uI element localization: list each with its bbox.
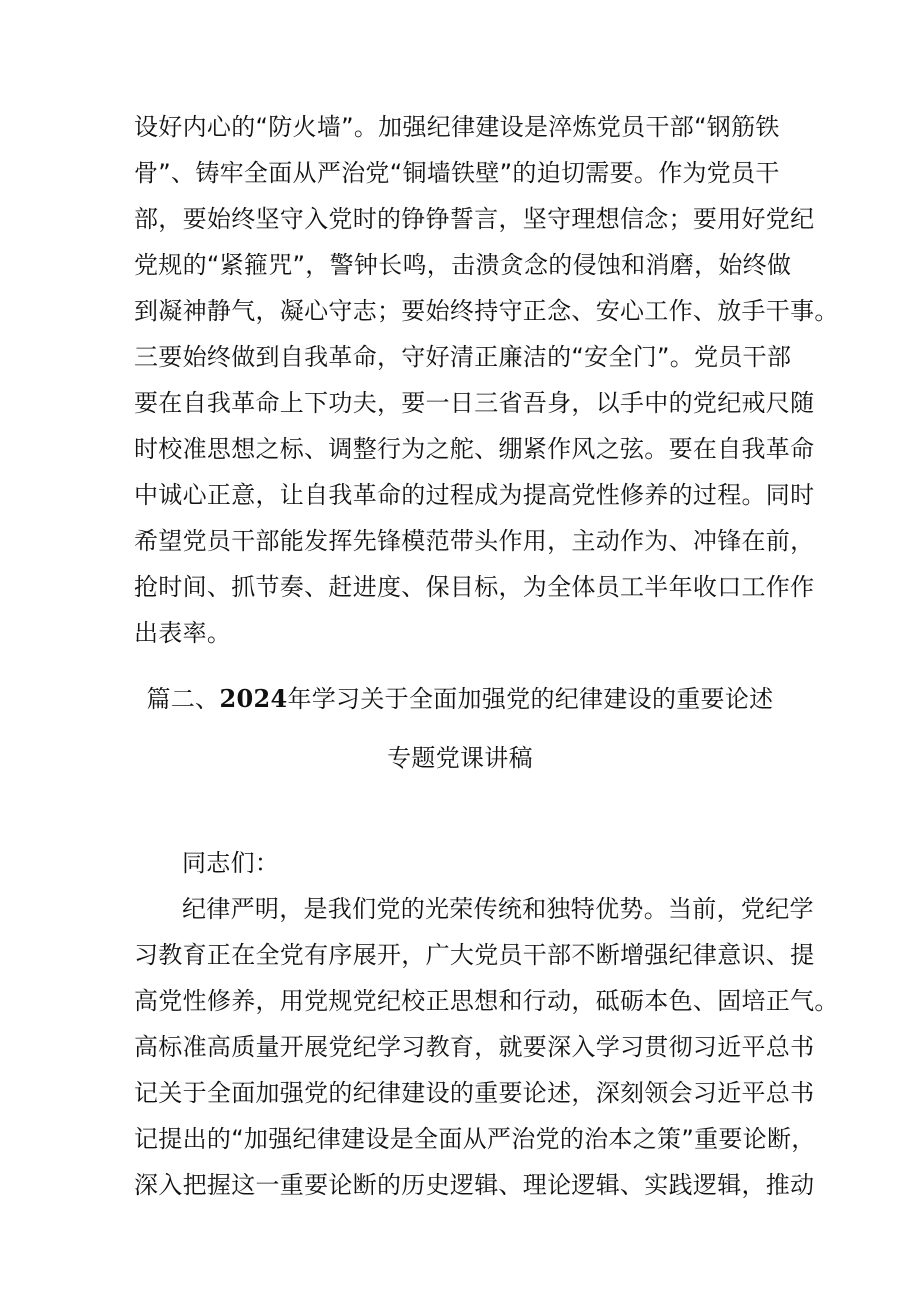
- text-line: 记关于全面加强党的纪律建设的重要论述，深刻领会习近平总书: [134, 1079, 815, 1107]
- section-title-prefix: 篇二、: [146, 685, 220, 713]
- text-line: 纪律严明，是我们党的光荣传统和独特优势。当前，党纪学: [182, 895, 814, 923]
- text-line: 深入把握这一重要论断的历史逻辑、理论逻辑、实践逻辑，推动: [134, 1171, 815, 1199]
- greeting: 同志们：: [182, 849, 280, 877]
- text-line: 党规的“紧箍咒”，警钟长鸣，击溃贪念的侵蚀和消磨，始终做: [134, 251, 792, 279]
- text-line: 三要始终做到自我革命，守好清正廉洁的“安全门”。党员干部: [134, 343, 792, 371]
- text-line: 骨”、铸牢全面从严治党“铜墙铁壁”的迫切需要。作为党员干: [134, 159, 780, 187]
- text-line: 设好内心的“防火墙”。加强纪律建设是淬炼党员干部“钢筋铁: [134, 113, 780, 141]
- section-subtitle: 专题党课讲稿: [387, 744, 533, 772]
- text-line: 记提出的“加强纪律建设是全面从严治党的治本之策”重要论断，: [134, 1125, 816, 1153]
- text-line: 高党性修养，用党规党纪校正思想和行动，砥砺本色、固培正气。: [134, 987, 839, 1015]
- lower-paragraph: [134, 886, 839, 1208]
- text-line: 出表率。: [134, 619, 232, 647]
- text-line: 习教育正在全党有序展开，广大党员干部不断增强纪律意识、提: [134, 941, 815, 969]
- text-line: 中诚心正意，让自我革命的过程成为提高党性修养的过程。同时: [134, 481, 815, 509]
- text-line: 时校准思想之标、调整行为之舵、绷紧作风之弦。要在自我革命: [134, 435, 815, 463]
- section-title-year: 2024: [219, 684, 288, 713]
- upper-paragraph: [134, 104, 839, 656]
- text-line: 到凝神静气，凝心守志；要始终持守正念、安心工作、放手干事。: [134, 297, 839, 325]
- section-title-rest: 年学习关于全面加强党的纪律建设的重要论述: [287, 685, 774, 713]
- text-line: 高标准高质量开展党纪学习教育，就要深入学习贯彻习近平总书: [134, 1033, 815, 1061]
- text-line: 希望党员干部能发挥先锋模范带头作用，主动作为、冲锋在前，: [134, 527, 815, 555]
- section-title: [0, 676, 920, 722]
- text-line: 抢时间、抓节奏、赶进度、保目标，为全体员工半年收口工作作: [134, 573, 815, 601]
- text-line: 要在自我革命上下功夫，要一日三省吾身，以手中的党纪戒尺随: [134, 389, 815, 417]
- text-line: 部，要始终坚守入党时的铮铮誓言，坚守理想信念；要用好党纪: [134, 205, 815, 233]
